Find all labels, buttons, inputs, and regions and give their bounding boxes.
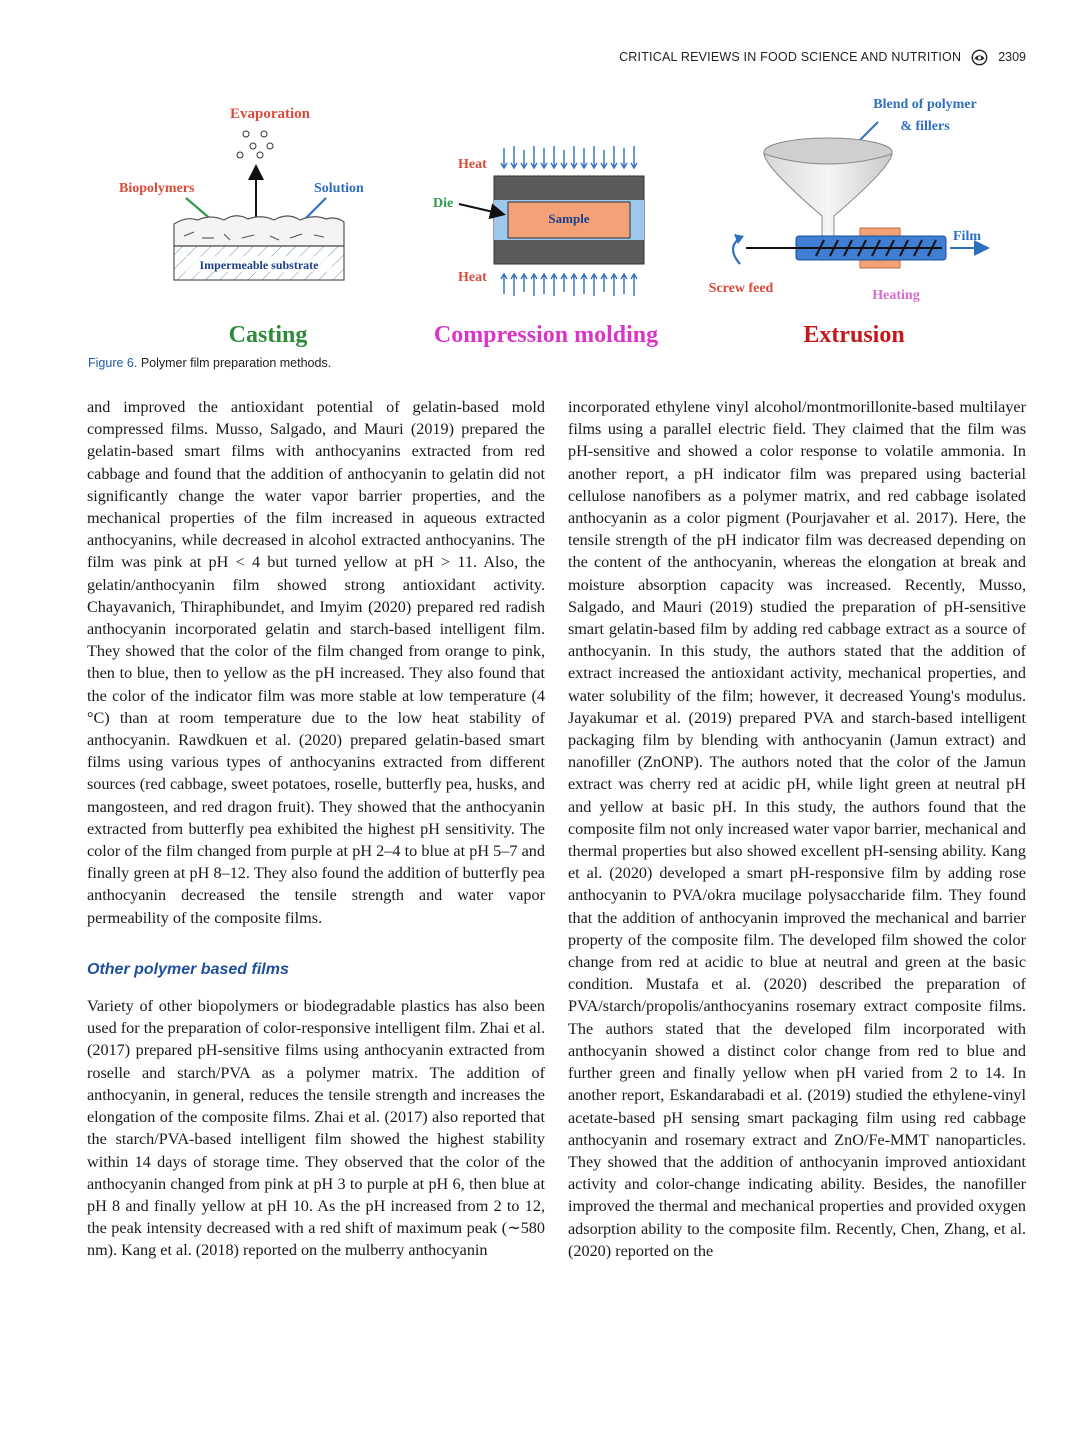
- heat-bottom-label: Heat: [458, 270, 487, 285]
- sample-label: Sample: [548, 211, 590, 226]
- left-column: [87, 396, 545, 1262]
- blend-label-line1: Blend of polymer: [873, 97, 977, 112]
- right-column: [568, 396, 1026, 1262]
- right-paragraph-1: incorporated ethylene vinyl alcohol/montmorillonite-based multilayer films using a parallel electric field. They claimed that the film was pH-sensitive and showed a color response to volatile ammonia. In another report, a pH indicator film was prepared using bacterial cellulose nanofibers as a polymer matrix, and red cabbage isolated anthocyanin as a color pigment (Pourjavaher et al. 2017). Here, the tensile strength of the pH indicator film was decreased depending on the content of the anthocyanin, whereas the elongation at break and moisture absorption capacity was increased. Recently, Musso, Salgado, and Mauri (2019) studied the preparation of pH-sensitive smart gelatin-based film by adding red cabbage extract as a source of anthocyanin. In this study, the authors stated that the addition of extract increased the antioxidant activity, mechanical properties, and water solubility of the film; however, it decreased Young's modulus. Jayakumar et al. (2019) prepared PVA and starch-based intelligent packaging film by blending with anthocyanin (Jamun extract) and nanofiller (ZnONP). The authors noted that the color of the Jamun extract was cherry red at acidic pH, while light green at neutral pH and yellow at basic pH. In this study, the authors found that the composite film not only increased water vapor barrier, mechanical and thermal properties but also showed excellent pH-sensing ability. Kang et al. (2020) developed a smart pH-responsive film by adding rose anthocyanin to PVA/okra mucilage polysaccharide film. They found that the addition of anthocyanin improved the mechanical and barrier property of the composite film. The developed film showed the color change from red at acidic to blue at neutral and green at the basic condition. Mustafa et al. (2020) described the preparation of PVA/starch/propolis/anthocyanins rosemary extract composite films. The authors stated that the developed film incorporated with anthocyanin showed a distinct color change from red to blue and further green and finally yellow when pH varied from 2 to 14. In another report, Eskandarabadi et al. (2019) studied the ethylene-vinyl acetate-based pH sensing smart packaging film using red cabbage anthocyanin and rosemary extract and ZnO/Fe-MMT nanoparticles. They showed that the addition of anthocyanin improved antioxidant activity and color-change indicating ability. Besides, the nanofiller improved the thermal and mechanical properties and provided oxygen adsorption ability to the composite film. Recently, Chen, Zhang, et al. (2020) reported on the: [568, 398, 1026, 1260]
- extrusion-panel: [709, 97, 986, 348]
- polymer-solution: [174, 216, 344, 246]
- extrusion-title: Extrusion: [803, 322, 905, 348]
- figure-label: Figure 6.: [88, 356, 138, 370]
- solution-label: Solution: [314, 181, 364, 196]
- die-label: Die: [433, 196, 454, 211]
- figure-6: [86, 88, 1026, 350]
- casting-title: Casting: [228, 322, 308, 348]
- heat-arrows-bottom: [501, 274, 637, 296]
- left-paragraph-1: and improved the antioxidant potential of gelatin-based mold compressed films. Musso, Salgado, and Mauri (2019) prepared the gelatin-based smart films with anthocyanins extracted from red cabbage and found that the addition of anthocyanin to gelatin did not significantly change the water vapor barrier properties, and the mechanical properties of the film increased in aqueous extracted anthocyanins, while decreased in alcohol extracted anthocyanins. The film was pink at pH < 4 but turned yellow at pH > 11. Also, the gelatin/anthocyanin film showed strong antioxidant activity. Chayavanich, Thiraphibundet, and Imyim (2020) prepared red radish anthocyanin incorporated gelatin and starch-based intelligent film. They showed that the color of the film changed from orange to pink, then to blue, then to yellow as the pH increased. They also found that the color of the indicator film was more stable at low temperature (4 °C) than at room temperature due to the low heat stability of anthocyanin. Rawdkuen et al. (2020) prepared gelatin-based smart films using various types of anthocyanins extracted from different sources (red cabbage, sweet potatoes, roselle, butterfly pea, husks, and mangosteen, and red dragon fruit). They showed that the anthocyanin extracted from butterfly pea exhibited the highest pH sensitivity. The color of the film changed from purple at pH 2–4 to blue at pH 5–7 and finally green at pH 8–12. They also found the addition of butterfly pea anthocyanin decreased the tensile strength and water vapor permeability of the composite films.: [87, 398, 545, 927]
- page-number: 2309: [998, 50, 1026, 64]
- figure-caption: [88, 356, 331, 370]
- blend-label-line2: & fillers: [900, 119, 950, 134]
- left-paragraph-2: Variety of other biopolymers or biodegradable plastics has also been used for the preparation of color-responsive intelligent film. Zhai et al. (2017) prepared pH-sensitive films using anthocyanin extracted from roselle and starch/PVA as a polymer matrix. The addition of anthocyanin, in general, reduces the tensile strength and increases the elongation of the composite films. Zhai et al. (2017) also reported that the starch/PVA-based intelligent film showed the highest stability within 14 days of storage time. They observed that the color of the anthocyanin changed from pink at pH 3 to purple at pH 6, then blue at pH 8 and finally yellow at pH 10. As the pH increased from 2 to 12, the peak intensity decreased with a red shift of maximum peak (∼580 nm). Kang et al. (2018) reported on the mulberry anthocyanin: [87, 997, 545, 1260]
- substrate-label: Impermeable substrate: [199, 258, 319, 272]
- heat-arrows-top: [501, 146, 637, 168]
- film-label: Film: [953, 229, 981, 244]
- evaporation-label: Evaporation: [229, 106, 311, 122]
- section-heading: Other polymer based films: [87, 960, 289, 978]
- running-header: [619, 46, 1026, 68]
- compression-title: Compression molding: [433, 322, 659, 348]
- hopper-funnel: [764, 154, 892, 236]
- heating-label: Heating: [872, 288, 920, 303]
- compression-panel: [433, 146, 658, 348]
- screw-feed-label: Screw feed: [708, 281, 774, 296]
- journal-title: CRITICAL REVIEWS IN FOOD SCIENCE AND NUTRITION: [619, 50, 962, 64]
- open-access-icon: [971, 49, 988, 66]
- figure-caption-text: Polymer film preparation methods.: [140, 356, 332, 370]
- casting-panel: [119, 106, 364, 348]
- biopolymers-label: Biopolymers: [119, 181, 195, 196]
- heat-top-label: Heat: [458, 157, 487, 172]
- vapor-bubbles: [237, 131, 273, 158]
